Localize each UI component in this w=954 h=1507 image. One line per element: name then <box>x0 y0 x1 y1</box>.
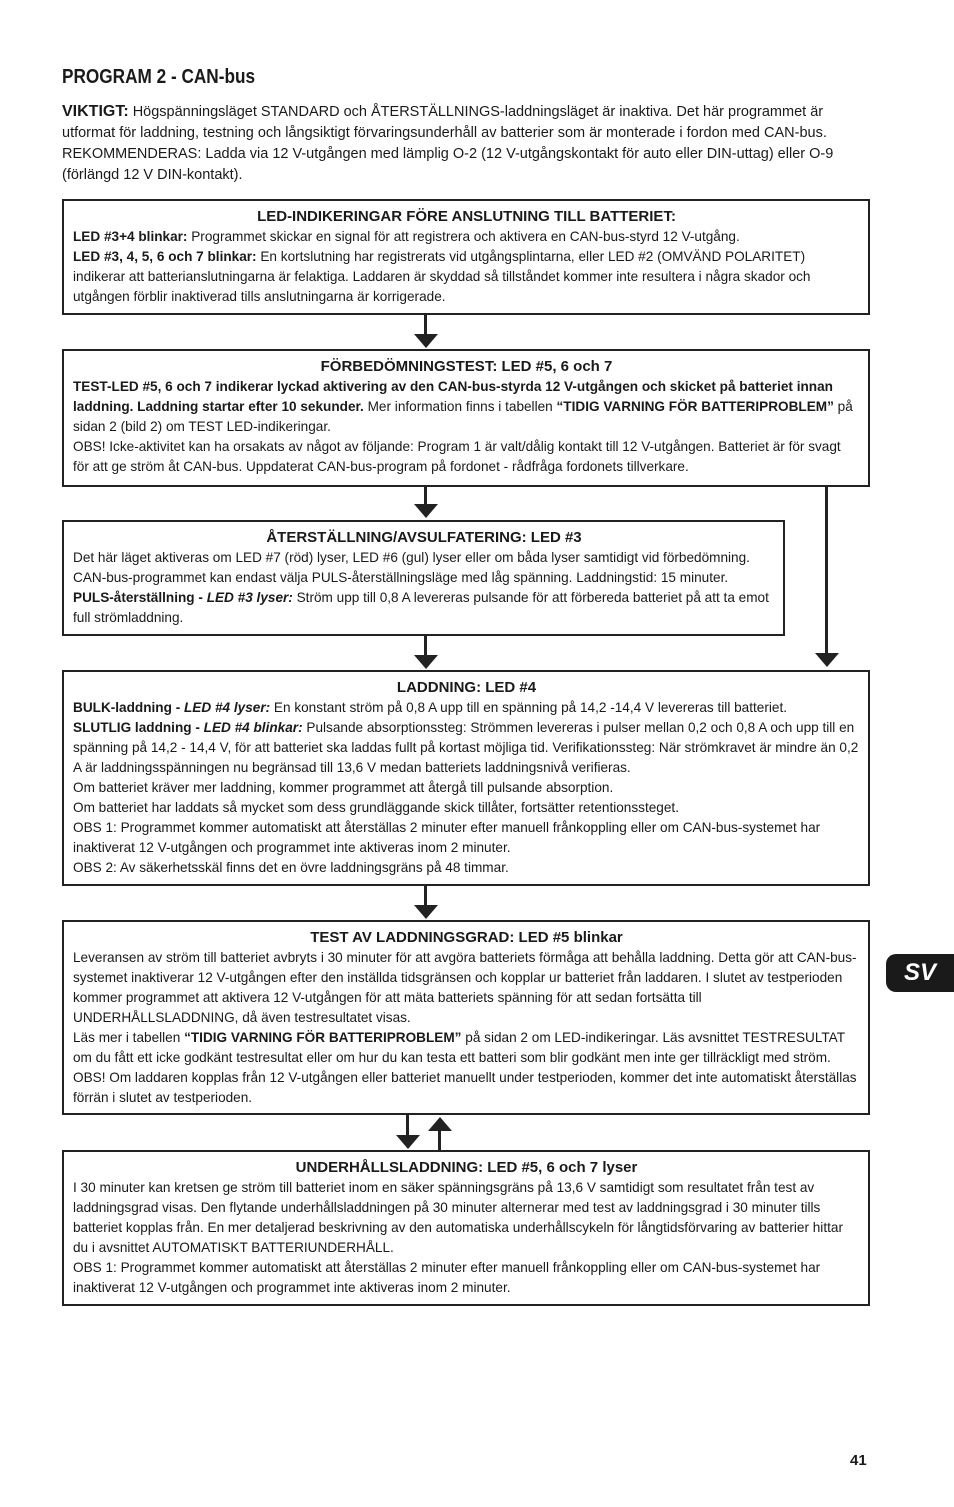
important-text: Högspänningsläget STANDARD och ÅTERSTÄLLNINGS-laddningsläget är inaktiva. Det här programmet är utformat för laddning, testning och långsiktigt förvaringsunderhåll av batterier som är monterade i fordon med CAN-bus. <box>62 104 827 141</box>
box-text: Om batteriet har laddats så mycket som dess grundläggande skick tillåter, fortsätter retentionssteget. <box>73 800 679 815</box>
box-text: BULK-laddning - LED #4 lyser: En konstant ström på 0,8 A upp till en spänning på 14,2 -14,4 V levereras till batteriet. <box>73 700 788 715</box>
flow-arrow-shaft <box>406 1115 409 1135</box>
box-heading: LADDNING: LED #4 <box>396 679 537 696</box>
box-text: LED #3, 4, 5, 6 och 7 blinkar: En kortslutning har registrerats vid utgångsplintarna, eller LED #2 (OMVÄND POLARITET) indikerar att batterianslutningarna är felaktiga. Laddaren är skyddad så tillståndet kommer inte resultera i några skador och utgången förblir inaktiverad tills anslutningarna är korrigerade. <box>73 249 811 304</box>
language-tab: SV <box>886 954 954 992</box>
flow-arrow-up-icon <box>428 1117 452 1131</box>
pre-assessment-box <box>62 349 870 487</box>
box-heading: UNDERHÅLLSLADDNING: LED #5, 6 och 7 lyser <box>295 1159 638 1176</box>
intro-section <box>62 101 862 186</box>
box-text: Läs mer i tabellen “TIDIG VARNING FÖR BATTERIPROBLEM” på sidan 2 om LED-indikeringar. Läs avsnittet TESTRESULTAT om du fått ett icke godkänt testresultat eller om hur du kan testa ett batteri som blir godkänt men inte ger tillräckligt med ström. <box>73 1030 845 1065</box>
important-label: VIKTIGT: <box>62 103 129 120</box>
box-heading: ÅTERSTÄLLNING/AVSULFATERING: LED #3 <box>266 529 582 546</box>
box-text: SLUTLIG laddning - LED #4 blinkar: Pulsande absorptionssteg: Strömmen levereras i pulser mellan 0,2 och 0,8 A och upp till en spänning på 14,2 - 14,4 V, för att batteriet ska laddas fullt på kortast möjliga tid. Verifikationssteg: När strömkravet är mindre än 0,2 A är laddningsspänningen nu begränsad till 13,6 V medan batteriets laddningsnivå verifieras. <box>73 720 859 775</box>
box-heading: LED-INDIKERINGAR FÖRE ANSLUTNING TILL BATTERIET: <box>257 208 676 225</box>
box-text: TEST-LED #5, 6 och 7 indikerar lyckad aktivering av den CAN-bus-styrda 12 V-utgången och skicket på batteriet innan laddning. Laddning startar efter 10 sekunder. Mer information finns i tabellen “TIDIG VARNING FÖR BATTERIPROBLEM” på sidan 2 (bild 2) om TEST LED-indikeringar. <box>73 379 853 434</box>
box-text: LED #3+4 blinkar: Programmet skickar en signal för att registrera och aktivera en CAN-bus-styrd 12 V-utgång. <box>73 229 740 244</box>
box-text: Om batteriet kräver mer laddning, kommer programmet att återgå till pulsande absorption. <box>73 780 614 795</box>
flow-arrow-down-icon <box>396 1135 420 1149</box>
box-note: OBS! Icke-aktivitet kan ha orsakats av något av följande: Program 1 är valt/dålig kontakt till 12 V-utgången. Batteriet är för svagt för att ge ström åt CAN-bus. Uppdaterat CAN-bus-program på fordonet - rådfråga fordonets tillverkare. <box>73 439 841 474</box>
charging-box <box>62 670 870 886</box>
flow-arrow-down-icon <box>414 504 438 518</box>
flow-arrow-down-icon <box>414 334 438 348</box>
flow-arrow-down-icon <box>414 655 438 669</box>
box-text: I 30 minuter kan kretsen ge ström till batteriet inom en säker spänningsgräns på 13,6 V samtidigt som resultatet från test av laddningsgrad visas. Den flytande underhållsladdningen på 30 minuter alternerar med test av laddningsgrad i 30 minuter tills batteriet kopplas från. En mer detaljerad beskrivning av den automatiska underhållscykeln för långtidsförvaring av batterier hittar du i avsnittet AUTOMATISKT BATTERIUNDERHÅLL. <box>73 1180 843 1255</box>
charge-level-test-box <box>62 920 870 1115</box>
page-number: 41 <box>850 1452 867 1469</box>
box-text: Leveransen av ström till batteriet avbryts i 30 minuter för att avgöra batteriets förmåga att behålla laddning. Detta gör att CAN-bus-systemet inaktiverar 12 V-utgången efter den inställda tidsgränsen och kopplar ur batteriet från laddaren. I slutet av testperioden kommer programmet att aktivera 12 V-utgången för att mäta batteriets spänning för att sedan fortsätta till UNDERHÅLLSLADDNING, då även testresultatet visas. <box>73 950 857 1025</box>
box-heading: FÖRBEDÖMNINGSTEST: LED #5, 6 och 7 <box>320 358 613 375</box>
led-indications-box <box>62 199 870 315</box>
page-title: PROGRAM 2 - CAN-bus <box>62 66 256 88</box>
box-text: OBS! Om laddaren kopplas från 12 V-utgången eller batteriet manuellt under testperioden, kommer det inte automatiskt återställas förrän i slutet av testperioden. <box>73 1070 857 1105</box>
bypass-arrow-down-icon <box>815 653 839 667</box>
important-note <box>62 101 862 144</box>
bypass-arrow-shaft <box>825 487 828 655</box>
box-text: OBS 1: Programmet kommer automatiskt att återställas 2 minuter efter manuell frånkoppling eller om CAN-bus-systemet har inaktiverat 12 V-utgången och programmet inte aktiveras inom 2 minuter. <box>73 820 821 855</box>
recommended-note: REKOMMENDERAS: Ladda via 12 V-utgången med lämplig O-2 (12 V-utgångskontakt för auto eller DIN-uttag) eller O-9 (förlängd 12 V DIN-kontakt). <box>62 146 834 183</box>
box-text: OBS 2: Av säkerhetsskäl finns det en övre laddningsgräns på 48 timmar. <box>73 860 509 875</box>
box-heading: TEST AV LADDNINGSGRAD: LED #5 blinkar <box>310 929 623 946</box>
recovery-box <box>62 520 785 636</box>
box-text: OBS 1: Programmet kommer automatiskt att återställas 2 minuter efter manuell frånkoppling eller om CAN-bus-systemet har inaktiverat 12 V-utgången och programmet inte aktiveras inom 2 minuter. <box>73 1260 821 1295</box>
box-text: PULS-återställning - LED #3 lyser: Ström upp till 0,8 A levereras pulsande för att förbereda batteriet på att ta emot full strömladdning. <box>73 590 769 625</box>
flow-arrow-down-icon <box>414 905 438 919</box>
maintenance-charge-box <box>62 1150 870 1306</box>
box-text: Det här läget aktiveras om LED #7 (röd) lyser, LED #6 (gul) lyser eller om båda lyser samtidigt vid förbedömning. CAN-bus-programmet kan endast välja PULS-återställningsläge med låg spänning. Laddningstid: 15 minuter. <box>73 550 750 585</box>
flow-arrow-shaft <box>438 1130 441 1150</box>
